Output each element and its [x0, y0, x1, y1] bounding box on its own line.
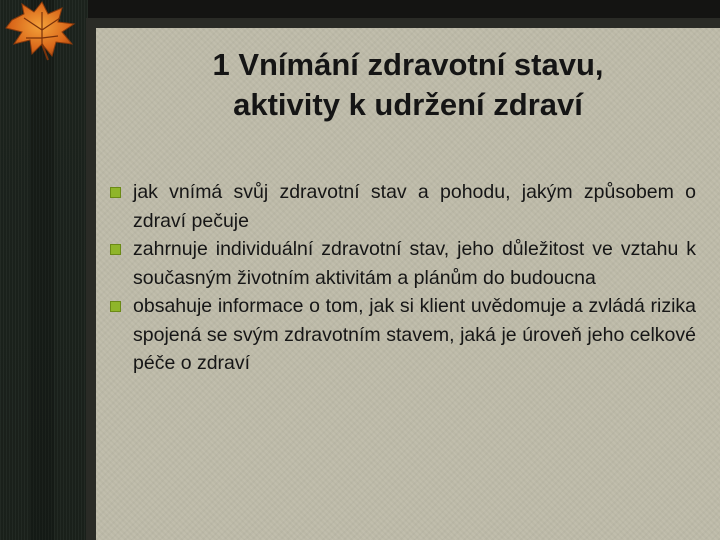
- bullet-text: jak vnímá svůj zdravotní stav a pohodu, jakým způsobem o zdraví pečuje: [133, 181, 696, 232]
- title-line-1: 1 Vnímání zdravotní stavu,: [212, 47, 604, 82]
- square-bullet-icon: [110, 301, 121, 312]
- square-bullet-icon: [110, 244, 121, 255]
- square-bullet-icon: [110, 187, 121, 198]
- bullet-item: [110, 235, 696, 292]
- bullet-item: [110, 292, 696, 378]
- strip-shadow: [30, 0, 54, 540]
- left-decorative-strip: [0, 0, 88, 540]
- slide-title: [96, 42, 720, 126]
- bullet-text: obsahuje informace o tom, jak si klient uvědomuje a zvládá rizika spojená se svým zdravotním stavem, jaká je úroveň jeho celkové péče o zdraví: [133, 295, 696, 374]
- bullet-list: [110, 178, 696, 378]
- bullet-text: zahrnuje individuální zdravotní stav, jeho důležitost ve vztahu k současným životním aktivitám a plánům do budoucna: [133, 238, 696, 289]
- title-line-2: aktivity k udržení zdraví: [233, 87, 583, 122]
- bullet-item: [110, 178, 696, 235]
- autumn-leaf-icon: [2, 0, 84, 62]
